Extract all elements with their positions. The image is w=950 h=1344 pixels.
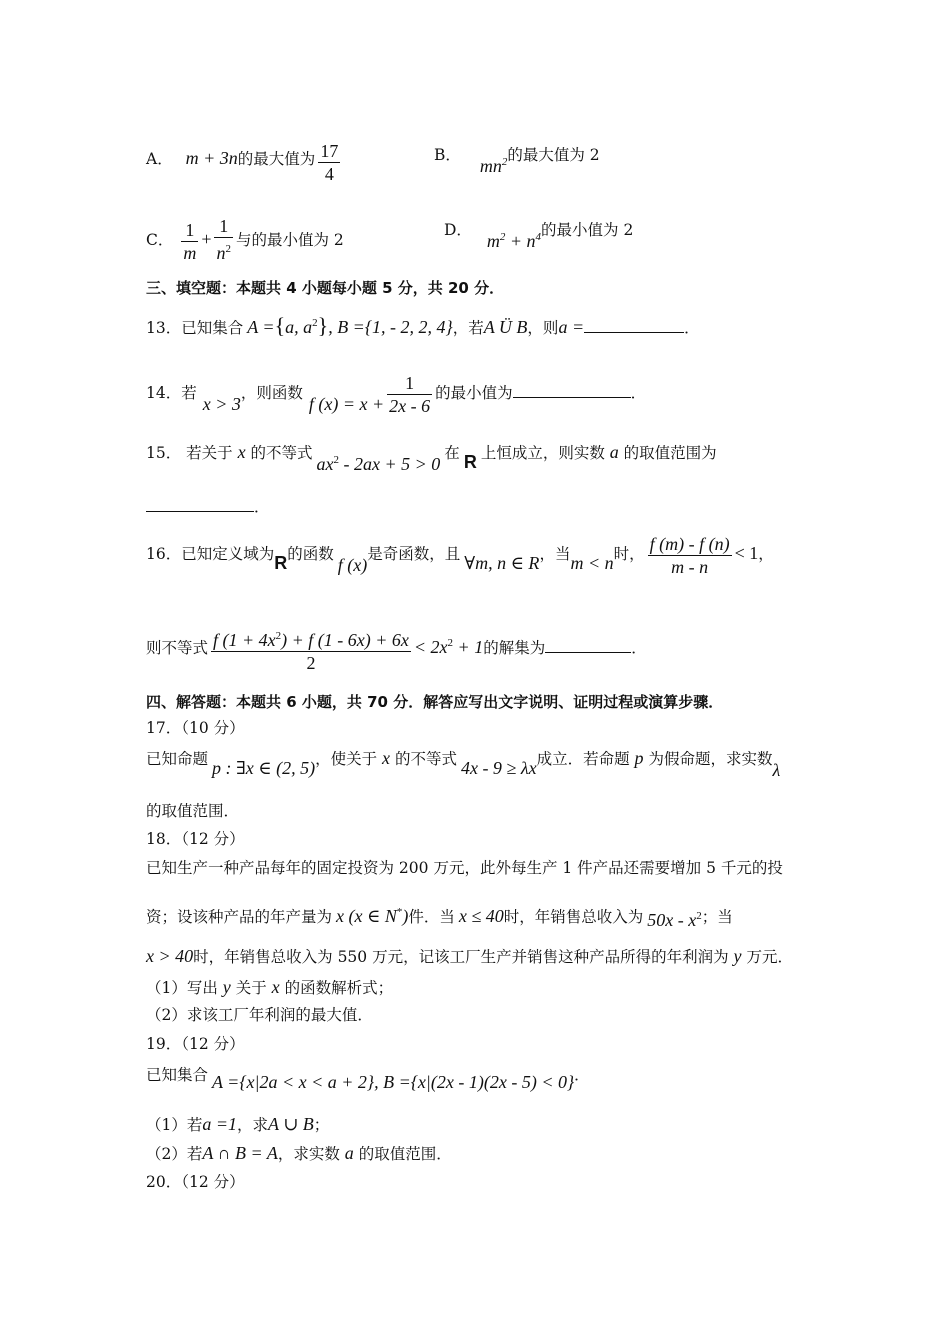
question-16-inequality: 则不等式 $\frac{f (1 + 4x^2) + f (1 - 6x) + 6x}{2}$ < $2x^2 + 1$的解集为 ． [146,625,647,674]
question-17-cont: 的取值范围． [146,802,240,820]
question-19-sub-2: （2）若A ∩ B = A，求实数 a 的取值范围． [146,1143,452,1163]
option-c-fraction-2: $\frac{1}{n^2}$ [216,216,231,263]
question-18-sub-1: （1）写出 y 关于 x 的函数解析式； [146,977,394,997]
question-15: 15． 若关于 x 的不等式$ax^2 - 2ax + 5 > 0$在 R 上恒成立，则实数 a 的取值范围为 [146,442,717,474]
option-d-math: $m^2 + n^4$ [486,231,542,251]
answer-blank [545,637,631,653]
question-20-number: 20．（12 分） [146,1173,245,1191]
option-a-math: m + 3n [185,148,238,168]
question-19-number: 19．（12 分） [146,1035,245,1053]
answer-blank [513,382,631,398]
question-18-sub-2: （2）求该工厂年利润的最大值． [146,1006,373,1024]
set-a: a, $a^2$ [285,317,318,337]
option-a: A． m + 3n的最大值为 $\frac{17}{4}$ [146,141,339,184]
answer-blank [584,317,684,333]
question-16-big-fraction: $\frac{f (1 + 4x^2) + f (1 - 6x) + 6x}{2}$ [211,625,411,674]
question-16: 16．已知定义域为R的函数f (x)是奇函数，且 ∀m, n ∈ R，当m < n时， $\frac{f (m) - f (n)}{m - n}$ < 1， [146,534,774,577]
question-14: 14．若x > 3，则函数f (x) = x + $\frac{1}{2x - 6}$ 的最小值为 ． [146,373,647,416]
question-18-line-3: x > 40时，年销售总收入为 550 万元，记该工厂生产并销售这种产品所得的年利润为 y 万元． [146,946,793,966]
question-17: 已知命题 p : ∃x ∈ (2, 5)，使关于 x 的不等式 4x - 9 ≥ λx成立．若命题 p 为假命题，求实数λ [146,748,781,780]
option-b: B． $mn^2$的最大值为 2 [434,146,600,176]
option-c-fraction-1: $\frac{1}{m}$ [183,220,197,263]
question-17-number: 17．（10 分） [146,719,245,737]
option-b-math: $mn^2$ [479,156,508,176]
option-c: C． $\frac{1}{m}$ + $\frac{1}{n^2}$ 与的最小值为 2 [146,216,344,263]
question-18-line-2: 资；设该种产品的年产量为 x (x ∈ N*)件．当 x ≤ 40时，年销售总收入为 $50x - x^2$；当 [146,906,733,930]
question-19: 已知集合 A ={x|2a < x < a + 2}, B ={x|(2x - 1)(2x - 5) < 0}． [146,1066,590,1092]
question-13: 13．已知集合 A ={a, $a^2$}, B ={1, - 2, 2, 4}，若A Ü B，则a = ． [146,313,700,338]
question-16-fraction: $\frac{f (m) - f (n)}{m - n}$ [649,534,730,577]
section-3-heading: 三、填空题：本题共 4 小题每小题 5 分，共 20 分． [146,279,505,297]
section-4-heading: 四、解答题：本题共 6 小题，共 70 分．解答应写出文字说明、证明过程或演算步骤． [146,693,724,711]
question-18-line-1: 已知生产一种产品每年的固定投资为 200 万元，此外每生产 1 件产品还需要增加 5 千元的投 [146,859,783,877]
option-d: D． $m^2 + n^4$的最小值为 2 [444,221,634,251]
question-15-answer: ． [146,496,270,517]
option-a-fraction: $\frac{17}{4}$ [320,141,339,184]
question-14-fraction: $\frac{1}{2x - 6}$ [389,373,431,416]
question-19-sub-1: （1）若a =1，求A ∪ B； [146,1114,330,1134]
answer-blank [146,496,254,512]
question-18-number: 18．（12 分） [146,830,245,848]
